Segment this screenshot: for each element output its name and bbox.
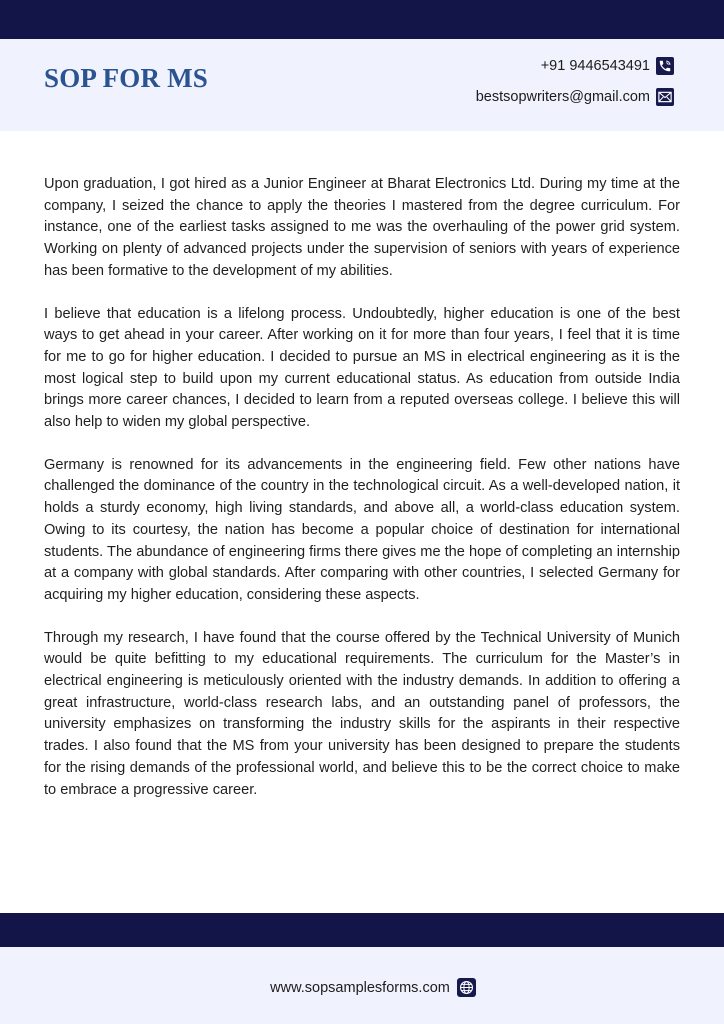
letter-body (44, 174, 680, 822)
paragraph: I believe that education is a lifelong process. Undoubtedly, higher education is one of the best ways to get ahead in your career. After working on it for more than four years, I feel that it is time for me to go for higher education. I decided to pursue an MS in electrical engineering as it is the most logical step to build upon my current educational status. As education from outside India brings more career chances, I decided to learn from a reputed overseas college. I believe this will also help to widen my global perspective. (44, 305, 680, 431)
header (0, 39, 724, 131)
phone-row (476, 56, 674, 76)
bottom-bar (0, 913, 724, 947)
website-row (0, 978, 724, 997)
website-link[interactable]: www.sopsamplesforms.com (270, 979, 450, 996)
paragraph: Upon graduation, I got hired as a Junior Engineer at Bharat Electronics Ltd. During my time at the company, I seized the chance to apply the theories I mastered from the degree curriculum. For instance, one of the earliest tasks assigned to me was the overhauling of the power grid system. Working on plenty of advanced projects under the supervision of seniors with years of experience has been formative to the development of my abilities. (44, 176, 680, 279)
phone-number[interactable]: +91 9446543491 (540, 58, 650, 74)
email-row (476, 87, 674, 107)
paragraph: Through my research, I have found that the course offered by the Technical University of Munich would be quite befitting to my educational requirements. The curriculum for the Master’s in electrical engineering is meticulously oriented with the industry demands. In addition to offering a great infrastructure, world-class research labs, and an outstanding panel of professors, the university emphasizes on transforming the industry skills for the aspirants in their respective trades. I also found that the MS from your university has been designed to prepare the students for the rising demands of the professional world, and believe this to be the correct choice to make to embrace a progressive career. (44, 629, 680, 798)
footer (0, 947, 724, 1024)
contact-info (476, 56, 674, 107)
paragraph: Germany is renowned for its advancements in the engineering field. Few other nations have challenged the dominance of the country in the technological circuit. As a well-developed nation, it holds a sturdy economy, high living standards, and above all, a world-class education system. Owing to its courtesy, the nation has become a popular choice of destination for international students. The abundance of engineering firms there gives me the hope of completing an internship at a company with global standards. After comparing with other countries, I selected Germany for acquiring my higher education, considering these aspects. (44, 456, 680, 603)
top-bar (0, 0, 724, 39)
phone-icon (656, 57, 674, 75)
email-address[interactable]: bestsopwriters@gmail.com (475, 89, 650, 105)
globe-icon (457, 978, 476, 997)
email-icon (656, 88, 674, 106)
page-title: SOP FOR MS (44, 63, 209, 93)
